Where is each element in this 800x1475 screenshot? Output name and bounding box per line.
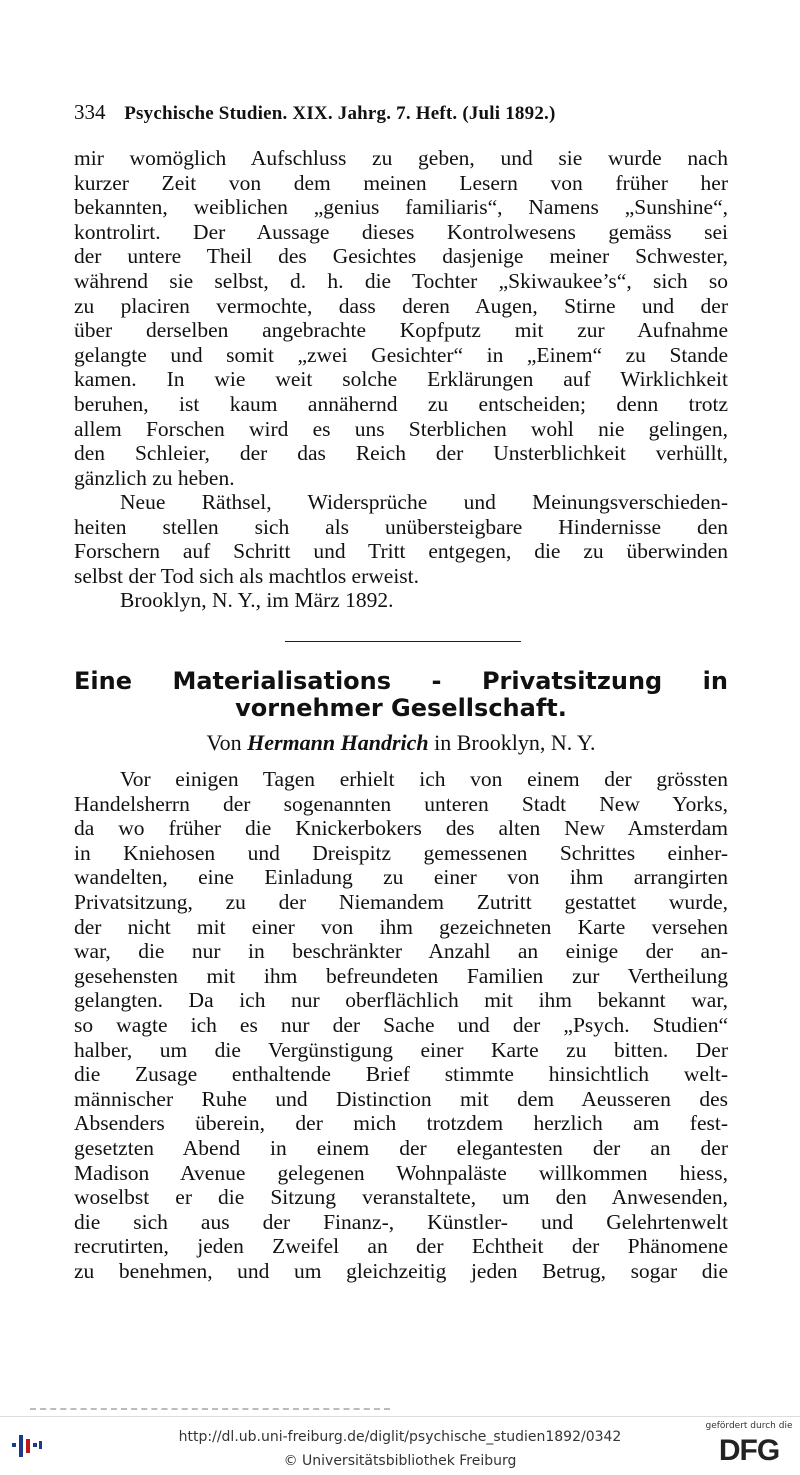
text-line: der nicht mit einer von ihm gezeichneten Karte versehen xyxy=(74,914,728,939)
text-line: den Schleier, der das Reich der Unsterblichkeit verhüllt, xyxy=(74,441,728,466)
text-line: gänzlich zu heben. xyxy=(74,465,235,490)
text-line: in Kniehosen und Dreispitz gemessenen Schrittes einher- xyxy=(74,840,728,865)
text-line: selbst der Tod sich als machtlos erweist. xyxy=(74,563,420,588)
section-divider xyxy=(285,641,521,642)
text-line: kurzer Zeit von dem meinen Lesern von früher her xyxy=(74,170,728,195)
text-line: zu placiren vermochte, dass deren Augen, Stirne und der xyxy=(74,293,728,318)
text-line: halber, um die Vergünstigung einer Karte zu bitten. Der xyxy=(74,1037,728,1062)
paragraph-two xyxy=(74,490,728,613)
text-line: gesehensten mit ihm befreundeten Familien zur Vertheilung xyxy=(74,963,728,988)
text-line: die sich aus der Finanz-, Künstler- und Gelehrtenwelt xyxy=(74,1209,728,1234)
text-line: Vor einigen Tagen erhielt ich von einem der grössten xyxy=(120,767,728,791)
text-line: allem Forschen wird es uns Sterblichen wohl nie gelingen, xyxy=(74,416,728,441)
text-line: Privatsitzung, zu der Niemandem Zutritt gestattet wurde, xyxy=(74,889,728,914)
page-number: 334 xyxy=(74,100,106,124)
text-line: kamen. In wie weit solche Erklärungen auf Wirklichkeit xyxy=(74,367,728,392)
text-line: kontrolirt. Der Aussage dieses Kontrolwesens gemäss sei xyxy=(74,219,728,244)
text-line: wandelten, eine Einladung zu einer von ihm arrangirten xyxy=(74,865,728,890)
text-line: bekannten, weiblichen „genius familiaris“, Namens „Sunshine“, xyxy=(74,195,728,220)
scan-edge-artifact xyxy=(30,1408,390,1410)
text-line: der untere Theil des Gesichtes dasjenige meiner Schwester, xyxy=(74,244,728,269)
copyright-notice: © Universitätsbibliothek Freiburg xyxy=(283,1453,517,1469)
funder-logo-text: DFG xyxy=(718,1434,780,1467)
text-line: gesetzten Abend in einem der elegantesten der an der xyxy=(74,1135,728,1160)
viewer-footer xyxy=(0,1416,800,1475)
text-line: so wagte ich es nur der Sache und der „Psych. Studien“ xyxy=(74,1012,728,1037)
text-line: heiten stellen sich als unübersteigbare Hindernisse den xyxy=(74,514,728,539)
dfg-logo-icon xyxy=(704,1421,794,1471)
text-line: mir womöglich Aufschluss zu geben, und sie wurde nach xyxy=(74,146,728,170)
text-line: Forschern auf Schritt und Tritt entgegen, die zu überwinden xyxy=(74,539,728,564)
text-line: zu benehmen, und um gleichzeitig jeden Betrug, sogar die xyxy=(74,1258,728,1283)
text-line: da wo früher die Knickerbokers des alten New Amsterdam xyxy=(74,816,728,841)
text-line: Handelsherrn der sogenannten unteren Stadt New Yorks, xyxy=(74,791,728,816)
author-name: Hermann Handrich xyxy=(247,730,429,755)
signoff: Brooklyn, N. Y., im März 1892. xyxy=(120,588,394,613)
text-line: gelangte und somit „zwei Gesichter“ in „Einem“ zu Stande xyxy=(74,342,728,367)
article-title-line-1: Eine Materialisations - Privatsitzung in xyxy=(74,667,728,695)
paragraph-one xyxy=(74,146,728,490)
text-line: Neue Räthsel, Widersprüche und Meinungsverschieden- xyxy=(120,490,728,514)
text-line: woselbst er die Sitzung veranstaltete, um den Anwesenden, xyxy=(74,1185,728,1210)
text-line: über derselben angebrachte Kopfputz mit zur Aufnahme xyxy=(74,318,728,343)
text-line: Madison Avenue gelegenen Wohnpaläste willkommen hiess, xyxy=(74,1160,728,1185)
text-line: männischer Ruhe und Distinction mit dem Aeusseren des xyxy=(74,1086,728,1111)
text-line: gelangten. Da ich nur oberflächlich mit ihm bekannt war, xyxy=(74,988,728,1013)
page-permalink[interactable]: http://dl.ub.uni-freiburg.de/diglit/psychische_studien1892/0342 xyxy=(178,1429,622,1445)
byline-suffix: in Brooklyn, N. Y. xyxy=(434,730,596,755)
article-byline xyxy=(74,728,728,758)
funder-note: gefördert durch die xyxy=(705,1421,793,1431)
article-title-line-2: vornehmer Gesellschaft. xyxy=(235,694,567,722)
text-line: beruhen, ist kaum annähernd zu entscheiden; denn trotz xyxy=(74,391,728,416)
text-line: während sie selbst, d. h. die Tochter „Skiwaukee’s“, sich so xyxy=(74,268,728,293)
text-line: die Zusage enthaltende Brief stimmte hinsichtlich welt- xyxy=(74,1062,728,1087)
running-title: Psychische Studien. XIX. Jahrg. 7. Heft. (Juli 1892.) xyxy=(124,103,556,124)
text-line: Absenders überein, der mich trotzdem herzlich am fest- xyxy=(74,1111,728,1136)
paragraph-three xyxy=(74,767,728,1283)
byline-prefix: Von xyxy=(206,730,242,755)
text-line: war, die nur in beschränkter Anzahl an einige der an- xyxy=(74,939,728,964)
running-header xyxy=(74,98,734,128)
text-line: recrutirten, jeden Zweifel an der Echtheit der Phänomene xyxy=(74,1234,728,1259)
